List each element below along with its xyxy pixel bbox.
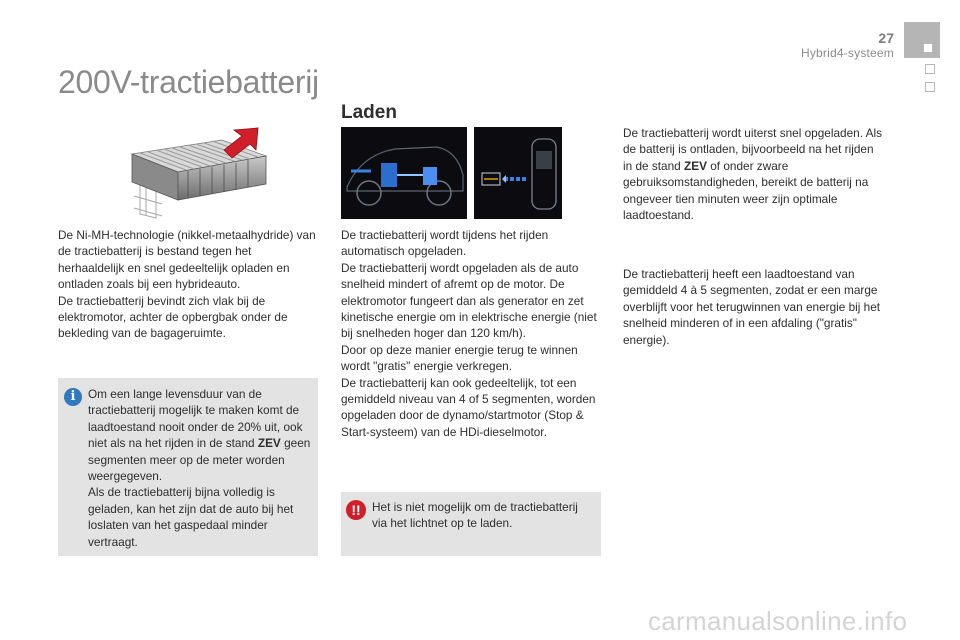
info-paragraph: Als de tractiebatterij bijna volledig is geladen, kan het zijn dat de auto bij het loslaten van het gaspedaal minder vertraagt. [88,485,294,549]
info-text-part: Om een lange levensduur van de tractiebatterij mogelijk te maken komt de laadtoestand nooit onder de 20% uit, ook niet als na het rijden in de stand [88,387,303,451]
tab-marker-icon [924,44,932,52]
warning-text: Het is niet mogelijk om de tractiebatterij via het lichtnet op te laden. [372,500,578,531]
chapter-tab[interactable] [925,64,935,74]
watermark: carmanualsonline.info [648,606,908,636]
info-text-part: geen segmenten meer op de meter worden weergegeven. [88,436,311,484]
intro-text [58,227,320,342]
zev-label: ZEV [257,436,281,451]
car-side-illustration [341,127,467,219]
quick-charge-paragraph [623,125,885,223]
charging-paragraph: De tractiebatterij kan ook gedeeltelijk, tot een gemiddeld niveau van 4 of 5 segmenten, worden opgeladen door de dynamo/startmotor (Stop & Start-systeem) van de HDi-dieselmotor. [341,375,596,439]
charging-paragraph: De tractiebatterij wordt tijdens het rijden automatisch opgeladen. [341,228,549,259]
info-paragraph [88,386,314,484]
charge-level-paragraph: De tractiebatterij heeft een laadtoestand van gemiddeld 4 à 5 segmenten, zodat er een marge overblijft voor het terugwinnen van energie bij het snelheid minderen of in een afdaling ("gratis" energie). [623,267,881,347]
info-icon: i [64,388,82,406]
quick-charge-part: of onder zware gebruiksomstandigheden, bereikt de batterij na ongeveer tien minuten weer zijn optimale laadtoestand. [623,158,869,223]
charging-text [341,227,606,440]
zev-label: ZEV [684,158,707,173]
page-number: 27 [878,30,894,46]
quick-charge-part: De tractiebatterij wordt uiterst snel opgeladen. Als de batterij is ontladen, bijvoorbeeld na het rijden in de stand [623,126,883,173]
charging-paragraph: De tractiebatterij wordt opgeladen als de auto snelheid mindert of afremt op de motor. De elektromotor fungeert dan als generator en zet kinetische energie om in elektrische energie (niet bij snelheden hoger dan 120 km/h). [341,260,597,341]
page-title: 200V-tractiebatterij [58,64,319,100]
section-heading: Laden [341,102,397,123]
info-text [88,386,314,550]
chapter-tab-active[interactable] [904,22,940,58]
car-top-illustration [474,127,562,219]
charging-paragraph: Door op deze manier energie terug te winnen wordt "gratis" energie verkregen. [341,342,578,374]
charge-level-text [623,266,885,348]
section-name: Hybrid4-systeem [800,46,894,60]
chapter-tab[interactable] [925,82,935,92]
intro-paragraph: De Ni-MH-technologie (nikkel-metaalhydride) van de tractiebatterij is bestand tegen het herhaaldelijk en snel gedeeltelijk opladen en ontladen zoals bij een hybrideauto. [58,228,316,292]
battery-illustration [126,126,272,222]
quick-charge-text [623,125,885,223]
warning-icon: !! [346,500,366,520]
intro-paragraph: De tractiebatterij bevindt zich vlak bij de elektromotor, achter de opbergbak onder de bekleding van de bagageruimte. [58,293,288,341]
